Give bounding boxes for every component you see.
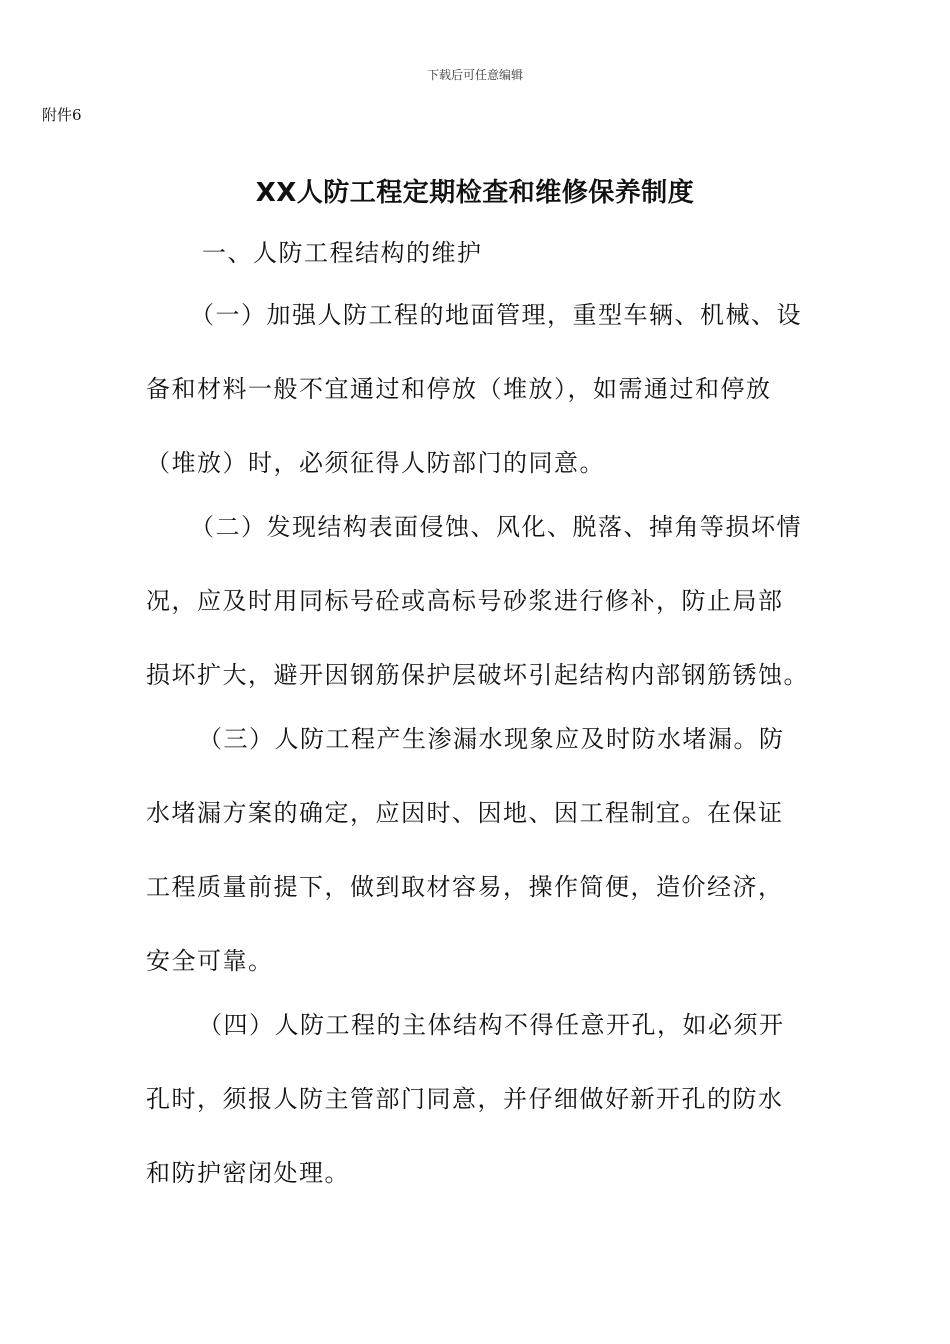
paragraph-3-line-3: 工程质量前提下，做到取材容易，操作简便，造价经济， (146, 873, 784, 901)
paragraph-1-line-1: （一）加强人防工程的地面管理，重型车辆、机械、设 (190, 301, 802, 329)
header-note: 下载后可任意编辑 (426, 68, 523, 82)
paragraph-3-line-1: （三）人防工程产生渗漏水现象应及时防水堵漏。防 (198, 725, 785, 753)
paragraph-2-line-1: （二）发现结构表面侵蚀、风化、脱落、掉角等损坏情 (190, 513, 802, 541)
paragraph-1-line-2: 备和材料一般不宜通过和停放（堆放），如需通过和停放 (146, 375, 772, 403)
paragraph-4-line-1: （四）人防工程的主体结构不得任意开孔，如必须开 (198, 1011, 785, 1039)
document-title: XX人防工程定期检查和维修保养制度 (255, 178, 695, 208)
paragraph-3-line-4: 安全可靠。 (146, 947, 274, 975)
paragraph-2-line-2: 况，应及时用同标号砼或高标号砂浆进行修补，防止局部 (146, 587, 784, 615)
paragraph-4-line-2: 孔时，须报人防主管部门同意，并仔细做好新开孔的防水 (146, 1085, 784, 1113)
attachment-label: 附件6 (42, 106, 82, 124)
paragraph-1-line-3: （堆放）时，必须征得人防部门的同意。 (146, 449, 605, 477)
paragraph-2-line-3: 损坏扩大，避开因钢筋保护层破坏引起结构内部钢筋锈蚀。 (146, 661, 809, 689)
paragraph-3-line-2: 水堵漏方案的确定，应因时、因地、因工程制宜。在保证 (146, 799, 784, 827)
paragraph-4-line-3: 和防护密闭处理。 (146, 1159, 350, 1187)
section-heading: 一、人防工程结构的维护 (202, 239, 483, 267)
